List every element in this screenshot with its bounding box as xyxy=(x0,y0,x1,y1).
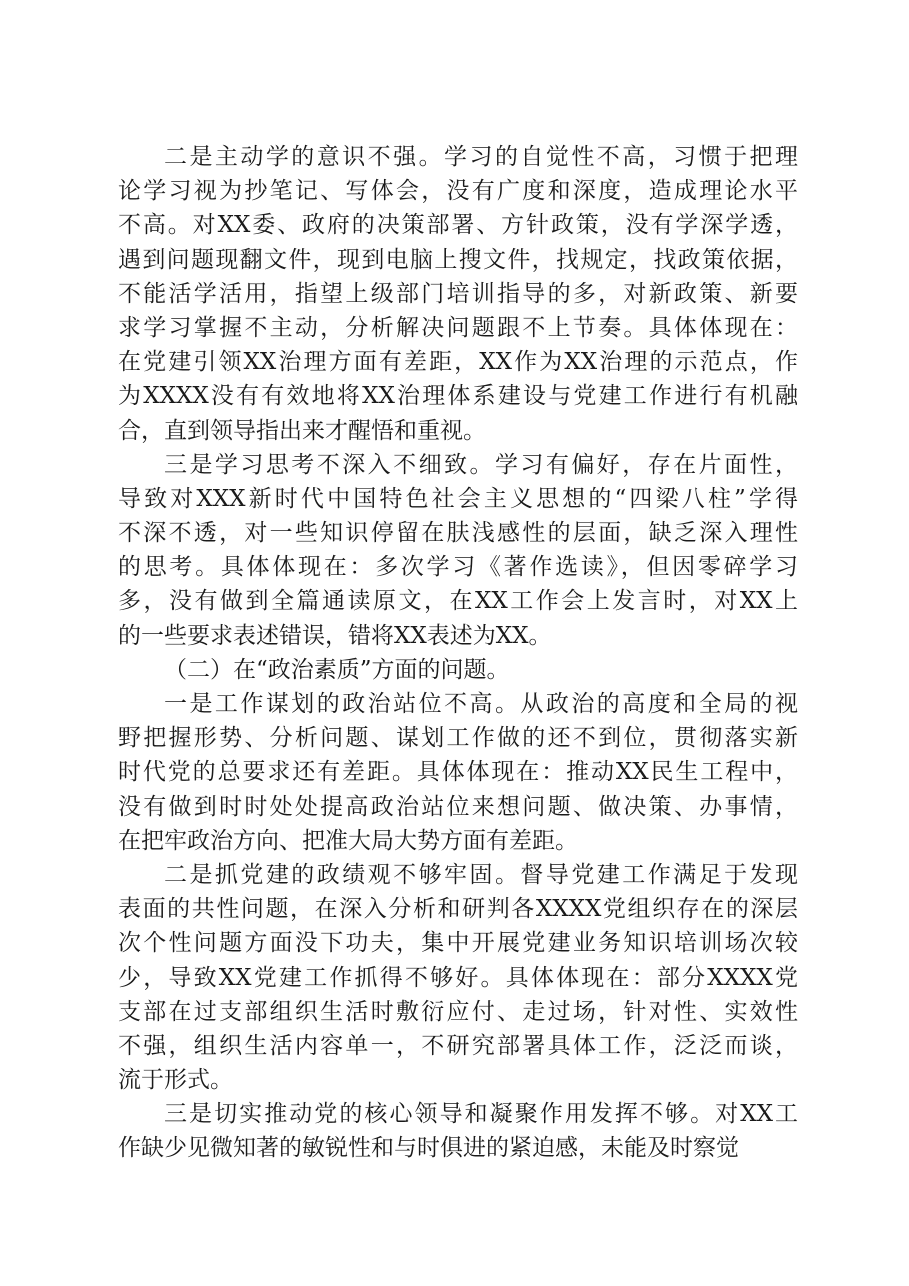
text-line: 不能活学活用，指望上级部门培训指导的多，对新政策、新要 xyxy=(118,280,798,307)
document-body xyxy=(118,140,798,1166)
text-line: 多，没有做到全篇通读原文，在XX工作会上发言时，对XX上 xyxy=(118,588,798,615)
paragraph xyxy=(118,687,798,858)
paragraph xyxy=(118,653,798,687)
text-line: 流于形式。 xyxy=(118,1067,233,1094)
text-line: 在把牢政治方向、把准大局大势方面有差距。 xyxy=(118,827,578,854)
text-line: 少，导致XX党建工作抓得不够好。具体体现在：部分XXXX党 xyxy=(118,964,798,991)
text-line: 论学习视为抄笔记、写体会，没有广度和深度，造成理论水平 xyxy=(118,178,798,205)
paragraph xyxy=(118,858,798,1097)
text-line: 不高。对XX委、政府的决策部署、方针政策，没有学深学透， xyxy=(118,212,798,239)
paragraph xyxy=(118,448,798,653)
text-line: 遇到问题现翻文件，现到电脑上搜文件，找规定，找政策依据， xyxy=(118,246,798,273)
text-line: 次个性问题方面没下功夫，集中开展党建业务知识培训场次较 xyxy=(118,930,798,957)
text-line: 野把握形势、分析问题、谋划工作做的还不到位，贯彻落实新 xyxy=(118,725,798,752)
text-line: 三是切实推动党的核心领导和凝聚作用发挥不够。对XX工 xyxy=(164,1101,798,1128)
text-line: 支部在过支部组织生活时敷衍应付、走过场，针对性、实效性 xyxy=(118,998,798,1025)
text-line: 不深不透，对一些知识停留在肤浅感性的层面，缺乏深入理性 xyxy=(118,520,798,547)
text-line: 一是工作谋划的政治站位不高。从政治的高度和全局的视 xyxy=(164,691,798,717)
text-line: （二）在“政治素质”方面的问题。 xyxy=(164,656,510,683)
text-line: 在党建引领XX治理方面有差距，XX作为XX治理的示范点，作 xyxy=(118,349,798,376)
paragraph xyxy=(118,140,798,448)
text-line: 不强，组织生活内容单一，不研究部署具体工作，泛泛而谈， xyxy=(118,1032,798,1059)
text-line: 二是抓党建的政绩观不够牢固。督导党建工作满足于发现 xyxy=(164,861,798,888)
text-line: 导致对XXX新时代中国特色社会主义思想的“四梁八柱”学得 xyxy=(118,485,798,512)
text-line: 二是主动学的意识不强。学习的自觉性不高，习惯于把理 xyxy=(164,144,798,170)
text-line: 时代党的总要求还有差距。具体体现在：推动XX民生工程中， xyxy=(118,759,798,786)
text-line: 三是学习思考不深入不细致。学习有偏好，存在片面性， xyxy=(164,451,798,478)
text-line: 合，直到领导指出来才醒悟和重视。 xyxy=(118,417,486,444)
text-line: 作缺少见微知著的敏锐性和与时俱进的紧迫感，未能及时察觉 xyxy=(118,1135,739,1162)
text-line: 没有做到时时处处提高政治站位来想问题、做决策、办事情， xyxy=(118,793,798,820)
paragraph xyxy=(118,1097,798,1165)
text-line: 的思考。具体体现在：多次学习《著作选读》，但因零碎学习 xyxy=(118,554,798,581)
text-line: 的一些要求表述错误，错将XX表述为XX。 xyxy=(118,622,552,649)
text-line: 表面的共性问题，在深入分析和研判各XXXX党组织存在的深层 xyxy=(118,896,798,923)
text-line: 求学习掌握不主动，分析解决问题跟不上节奏。具体体现在： xyxy=(118,314,798,341)
text-line: 为XXXX没有有效地将XX治理体系建设与党建工作进行有机融 xyxy=(118,383,798,410)
